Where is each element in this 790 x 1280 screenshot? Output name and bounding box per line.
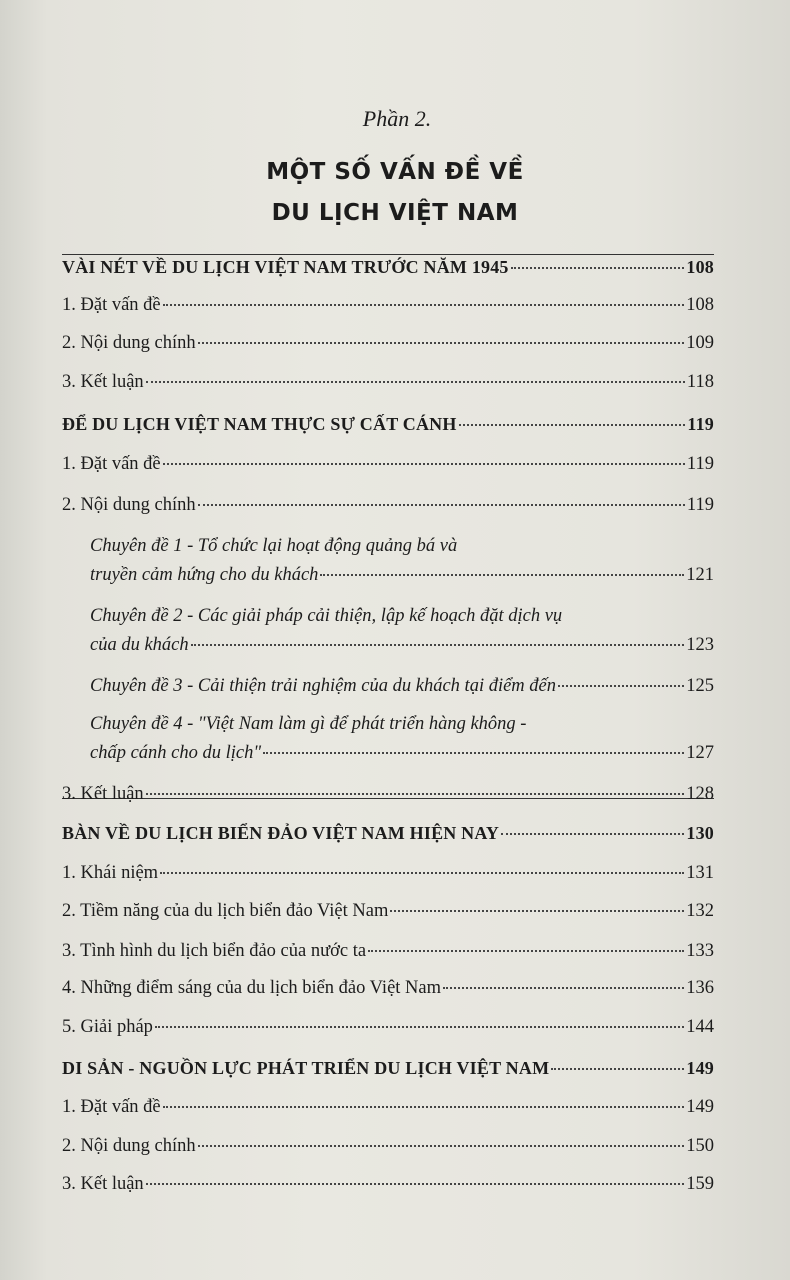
leader-dots bbox=[198, 1145, 685, 1147]
toc-subitem: chấp cánh cho du lịch" 127 bbox=[90, 743, 714, 763]
toc-subitem-line: Chuyên đề 1 - Tổ chức lại hoạt động quảng bá và bbox=[90, 536, 458, 556]
toc-item: 3. Kết luận 159 bbox=[62, 1174, 714, 1194]
toc-section: DI SẢN - NGUỒN LỰC PHÁT TRIỂN DU LỊCH VIỆT NAM 149 bbox=[62, 1058, 714, 1078]
toc-item: 3. Kết luận 128 bbox=[62, 784, 714, 804]
toc-section: ĐỂ DU LỊCH VIỆT NAM THỰC SỰ CẤT CÁNH 119 bbox=[62, 414, 714, 434]
leader-dots bbox=[459, 424, 686, 426]
leader-dots bbox=[198, 342, 685, 344]
toc-item: 2. Nội dung chính 119 bbox=[62, 495, 714, 515]
leader-dots bbox=[320, 574, 684, 576]
leader-dots bbox=[558, 685, 684, 687]
part-label: Phần 2. bbox=[362, 106, 432, 131]
toc-item: 5. Giải pháp 144 bbox=[62, 1017, 714, 1037]
leader-dots bbox=[160, 872, 684, 874]
toc-subitem-line: Chuyên đề 2 - Các giải pháp cải thiện, lập kế hoạch đặt dịch vụ bbox=[90, 606, 563, 626]
toc-subitem-line: Chuyên đề 4 - "Việt Nam làm gì để phát triển hàng không - bbox=[90, 714, 527, 734]
toc-subitem: của du khách 123 bbox=[90, 635, 714, 655]
toc-item: 1. Khái niệm 131 bbox=[62, 863, 714, 883]
leader-dots bbox=[511, 267, 685, 269]
leader-dots bbox=[443, 987, 684, 989]
toc-item: 1. Đặt vấn đề 119 bbox=[62, 454, 714, 474]
toc-section: BÀN VỀ DU LỊCH BIỂN ĐẢO VIỆT NAM HIỆN NAY 130 bbox=[62, 823, 714, 843]
toc-section: VÀI NÉT VỀ DU LỊCH VIỆT NAM TRƯỚC NĂM 1945 108 bbox=[62, 257, 714, 277]
toc-item: 1. Đặt vấn đề 108 bbox=[62, 295, 714, 315]
toc-subitem: Chuyên đề 3 - Cải thiện trải nghiệm của du khách tại điểm đến 125 bbox=[90, 676, 714, 696]
leader-dots bbox=[163, 463, 685, 465]
toc-item: 1. Đặt vấn đề 149 bbox=[62, 1097, 714, 1117]
leader-dots bbox=[198, 504, 685, 506]
toc-item: 2. Tiềm năng của du lịch biển đảo Việt Nam 132 bbox=[62, 901, 714, 921]
title-line-1: MỘT SỐ VẤN ĐỀ VỀ bbox=[266, 159, 524, 185]
leader-dots bbox=[146, 1183, 685, 1185]
toc-item: 3. Kết luận 118 bbox=[62, 372, 714, 392]
title-line-2: DU LỊCH VIỆT NAM bbox=[271, 200, 519, 226]
leader-dots bbox=[263, 752, 684, 754]
toc-item: 4. Những điểm sáng của du lịch biển đảo Việt Nam 136 bbox=[62, 978, 714, 998]
leader-dots bbox=[368, 950, 684, 952]
leader-dots bbox=[155, 1026, 684, 1028]
toc-subitem: truyền cảm hứng cho du khách 121 bbox=[90, 565, 714, 585]
leader-dots bbox=[191, 644, 685, 646]
leader-dots bbox=[551, 1068, 684, 1070]
leader-dots bbox=[146, 381, 685, 383]
leader-dots bbox=[146, 793, 685, 795]
toc-item: 2. Nội dung chính 150 bbox=[62, 1136, 714, 1156]
toc-item: 2. Nội dung chính 109 bbox=[62, 333, 714, 353]
leader-dots bbox=[163, 304, 685, 306]
toc-item: 3. Tình hình du lịch biển đảo của nước ta 133 bbox=[62, 941, 714, 961]
leader-dots bbox=[163, 1106, 685, 1108]
leader-dots bbox=[501, 833, 684, 835]
leader-dots bbox=[390, 910, 684, 912]
